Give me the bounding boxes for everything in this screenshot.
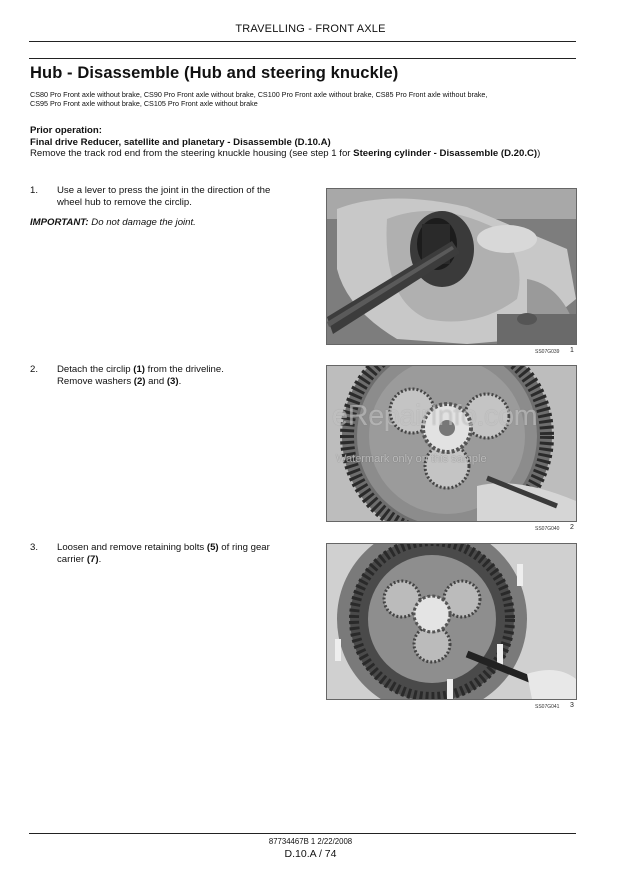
watermark-text: eRepairInfo.com [332, 400, 538, 432]
title-top-rule [29, 58, 576, 59]
figure-1-photo [326, 188, 577, 345]
footer-doc-id: 87734467B 1 2/22/2008 [268, 837, 353, 846]
footer-page-number: D.10.A / 74 [284, 848, 337, 860]
prior-operation-heading: Prior operation: [30, 125, 102, 136]
watermark-subtext: Watermark only on this sample [336, 453, 487, 465]
ring-gear-carrier-illustration [327, 544, 576, 699]
step-1-text: Use a lever to press the joint in the direction of the wheel hub to remove the circlip. [57, 185, 271, 208]
prior-operation [30, 125, 578, 160]
figure-1-number: 1 [570, 347, 574, 354]
prior-operation-link[interactable]: Final drive Reducer, satellite and planetary - Disassemble (D.10.A) [30, 136, 331, 148]
figure-2-photo [326, 365, 577, 522]
applicability-list [30, 91, 578, 108]
hub-lever-illustration [327, 189, 576, 344]
page-title: Hub - Disassemble (Hub and steering knuckle) [30, 64, 399, 82]
header-rule [29, 41, 576, 42]
figure-2-number: 2 [570, 524, 574, 531]
footer-rule [29, 833, 576, 834]
step-number: 1. [30, 185, 39, 196]
step-1-note: IMPORTANT: Do not damage the joint. [30, 217, 196, 228]
step-3-text: Loosen and remove retaining bolts (5) of ring gear carrier (7). [57, 542, 270, 565]
planetary-gear-illustration [327, 366, 576, 521]
step-number: 2. [30, 364, 39, 375]
section-header: TRAVELLING - FRONT AXLE [235, 23, 386, 35]
figure-3-id: SS07G041 [535, 704, 560, 710]
steering-cylinder-link[interactable]: Steering cylinder - Disassemble (D.20.C) [353, 148, 538, 159]
figure-3-photo [326, 543, 577, 700]
applicability-line: CS95 Pro Front axle without brake, CS105 Pro Front axle without brake [30, 98, 258, 108]
step-number: 3. [30, 542, 39, 553]
figure-3-number: 3 [570, 702, 574, 709]
figure-1-id: SS07G039 [535, 349, 560, 355]
applicability-line: CS80 Pro Front axle without brake, CS90 Pro Front axle without brake, CS100 Pro Front axle without brake, CS85 Pro Front axle without brake, [30, 90, 488, 99]
figure-2-id: SS07G040 [535, 526, 560, 532]
prior-operation-text: Remove the track rod end from the steering knuckle housing (see step 1 for Steering cylinder - Disassemble (D.20.C)) [30, 148, 541, 159]
step-2-text: Detach the circlip (1) from the driveline. Remove washers (2) and (3). [57, 364, 224, 387]
